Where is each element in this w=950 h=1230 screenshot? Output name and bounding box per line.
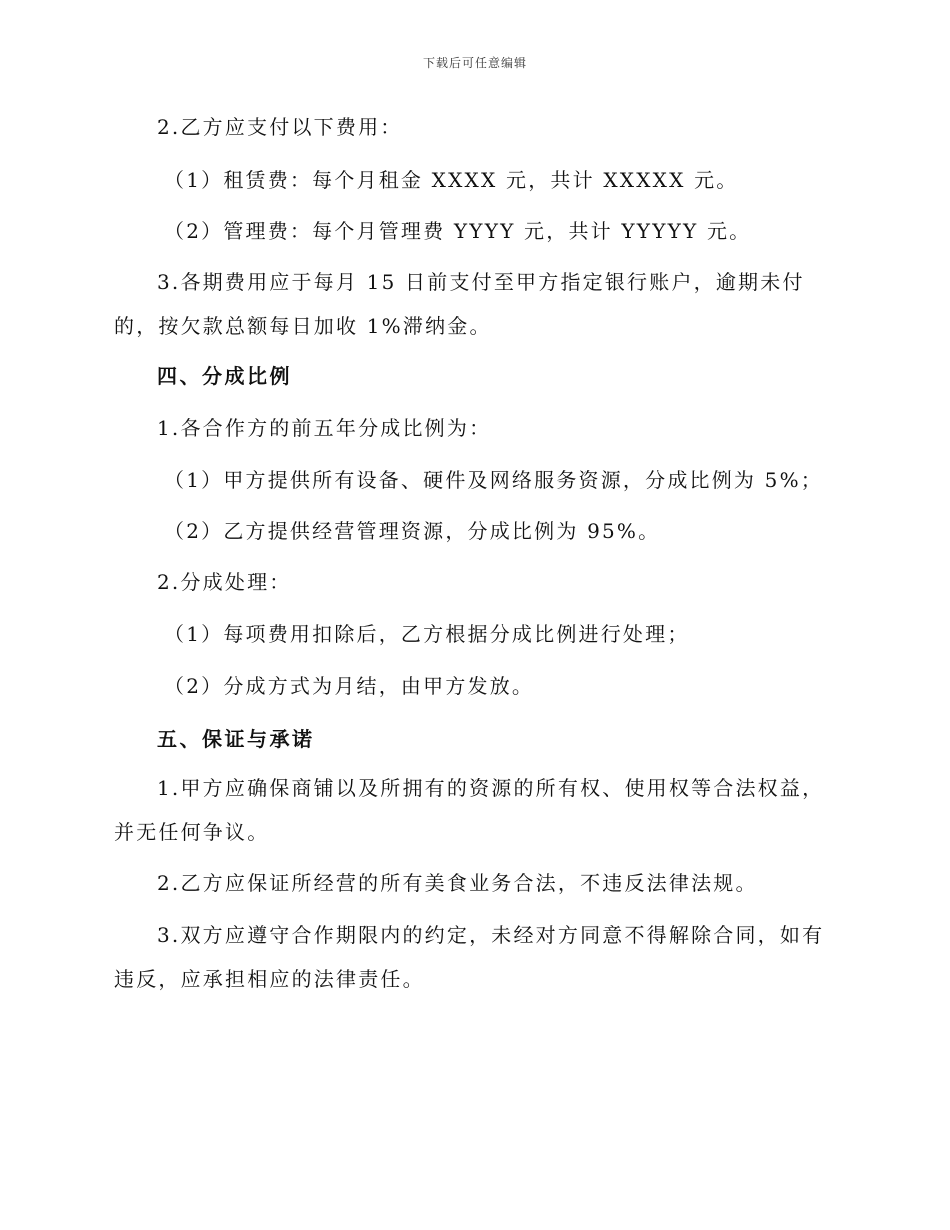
paragraph-party-b-share: （2）乙方提供经营管理资源，分成比例为 95%。 (164, 519, 661, 543)
paragraph-fee-intro: 2.乙方应支付以下费用： (157, 115, 403, 139)
section-heading-revenue-share: 四、分成比例 (157, 364, 292, 388)
paragraph-guarantee-1: 1.甲方应确保商铺以及所拥有的资源的所有权、使用权等合法权益，并无任何争议。 (114, 776, 825, 844)
paragraph-guarantee-2: 2.乙方应保证所经营的所有美食业务合法，不违反法律法规。 (157, 871, 758, 895)
paragraph-share-ratio-intro: 1.各合作方的前五年分成比例为： (157, 416, 492, 440)
page-header: 下载后可任意编辑 (422, 56, 527, 70)
paragraph-rent-fee: （1）租赁费：每个月租金 XXXX 元，共计 XXXXX 元。 (164, 168, 739, 192)
section-heading-guarantee: 五、保证与承诺 (157, 727, 315, 751)
paragraph-guarantee-3: 3.双方应遵守合作期限内的约定，未经对方同意不得解除合同，如有违反，应承担相应的法律责任。 (114, 923, 825, 991)
paragraph-payment-deadline: 3.各期费用应于每月 15 日前支付至甲方指定银行账户，逾期未付的，按欠款总额每日加收 1%滞纳金。 (114, 270, 805, 338)
paragraph-share-method-1: （1）每项费用扣除后，乙方根据分成比例进行处理； (164, 622, 690, 646)
paragraph-management-fee: （2）管理费：每个月管理费 YYYY 元，共计 YYYYY 元。 (164, 219, 752, 243)
paragraph-party-a-share: （1）甲方提供所有设备、硬件及网络服务资源，分成比例为 5%； (164, 468, 824, 492)
paragraph-share-method-2: （2）分成方式为月结，由甲方发放。 (164, 674, 535, 698)
paragraph-share-processing: 2.分成处理： (157, 570, 292, 594)
